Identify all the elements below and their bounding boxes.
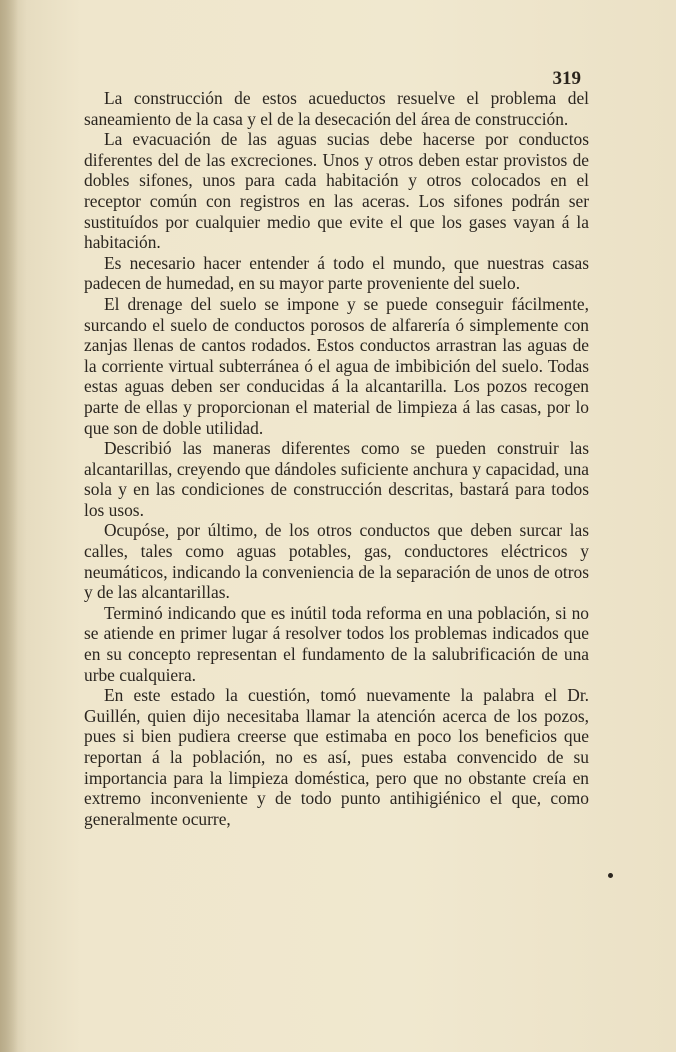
paragraph-1: La construcción de estos acueductos resuelve el problema del saneamiento de la casa y el de la desecación del área de construcción.	[84, 88, 589, 129]
page-number: 319	[552, 68, 581, 89]
paragraph-6: Ocupóse, por último, de los otros conductos que deben surcar las calles, tales como aguas potables, gas, conductores eléctricos y neumáticos, indicando la conveniencia de la separación de unos de otros y de las alcantarillas.	[84, 520, 589, 603]
paragraph-2: La evacuación de las aguas sucias debe hacerse por conductos diferentes del de las excreciones. Unos y otros deben estar provistos de dobles sifones, unos para cada habitación y otros colocados en el receptor común con registros en las aceras. Los sifones podrán ser sustituídos por cualquier medio que evite el que los gases vayan á la habitación.	[84, 129, 589, 253]
body-text	[84, 88, 589, 829]
paragraph-3: Es necesario hacer entender á todo el mundo, que nuestras casas padecen de humedad, en su mayor parte proveniente del suelo.	[84, 252, 589, 294]
gutter-shadow	[0, 0, 18, 1052]
ink-speck	[608, 873, 613, 878]
paragraph-4: El drenage del suelo se impone y se puede conseguir fácilmente, surcando el suelo de conductos porosos de alfarería ó simplemente con zanjas llenas de cantos rodados. Estos conductos arrastran las aguas de la corriente virtual subterránea ó el agua de imbibición del suelo. Todas estas aguas deben ser conducidas á la alcantarilla. Los pozos recogen parte de ellas y proporcionan el material de limpieza á las casas, por lo que son de doble utilidad.	[84, 293, 589, 438]
paragraph-7: Terminó indicando que es inútil toda reforma en una población, si no se atiende en primer lugar á resolver todos los problemas indicados que en su concepto representan el fundamento de la salubrificación de una urbe cualquiera.	[84, 602, 589, 685]
paragraph-5: Describió las maneras diferentes como se pueden construir las alcantarillas, creyendo que dándoles suficiente anchura y capacidad, una sola y en las condiciones de construcción descritas, bastará para todos los usos.	[84, 438, 589, 520]
paragraph-8: En este estado la cuestión, tomó nuevamente la palabra el Dr. Guillén, quien dijo necesitaba llamar la atención acerca de los pozos, pues si bien pudiera creerse que estimaba en poco los beneficios que reportan á la población, no es así, pues estaba convencido de su importancia para la limpieza doméstica, pero que no obstante creía en extremo inconveniente y de todo punto antihigiénico el que, como generalmente ocurre,	[84, 685, 589, 829]
